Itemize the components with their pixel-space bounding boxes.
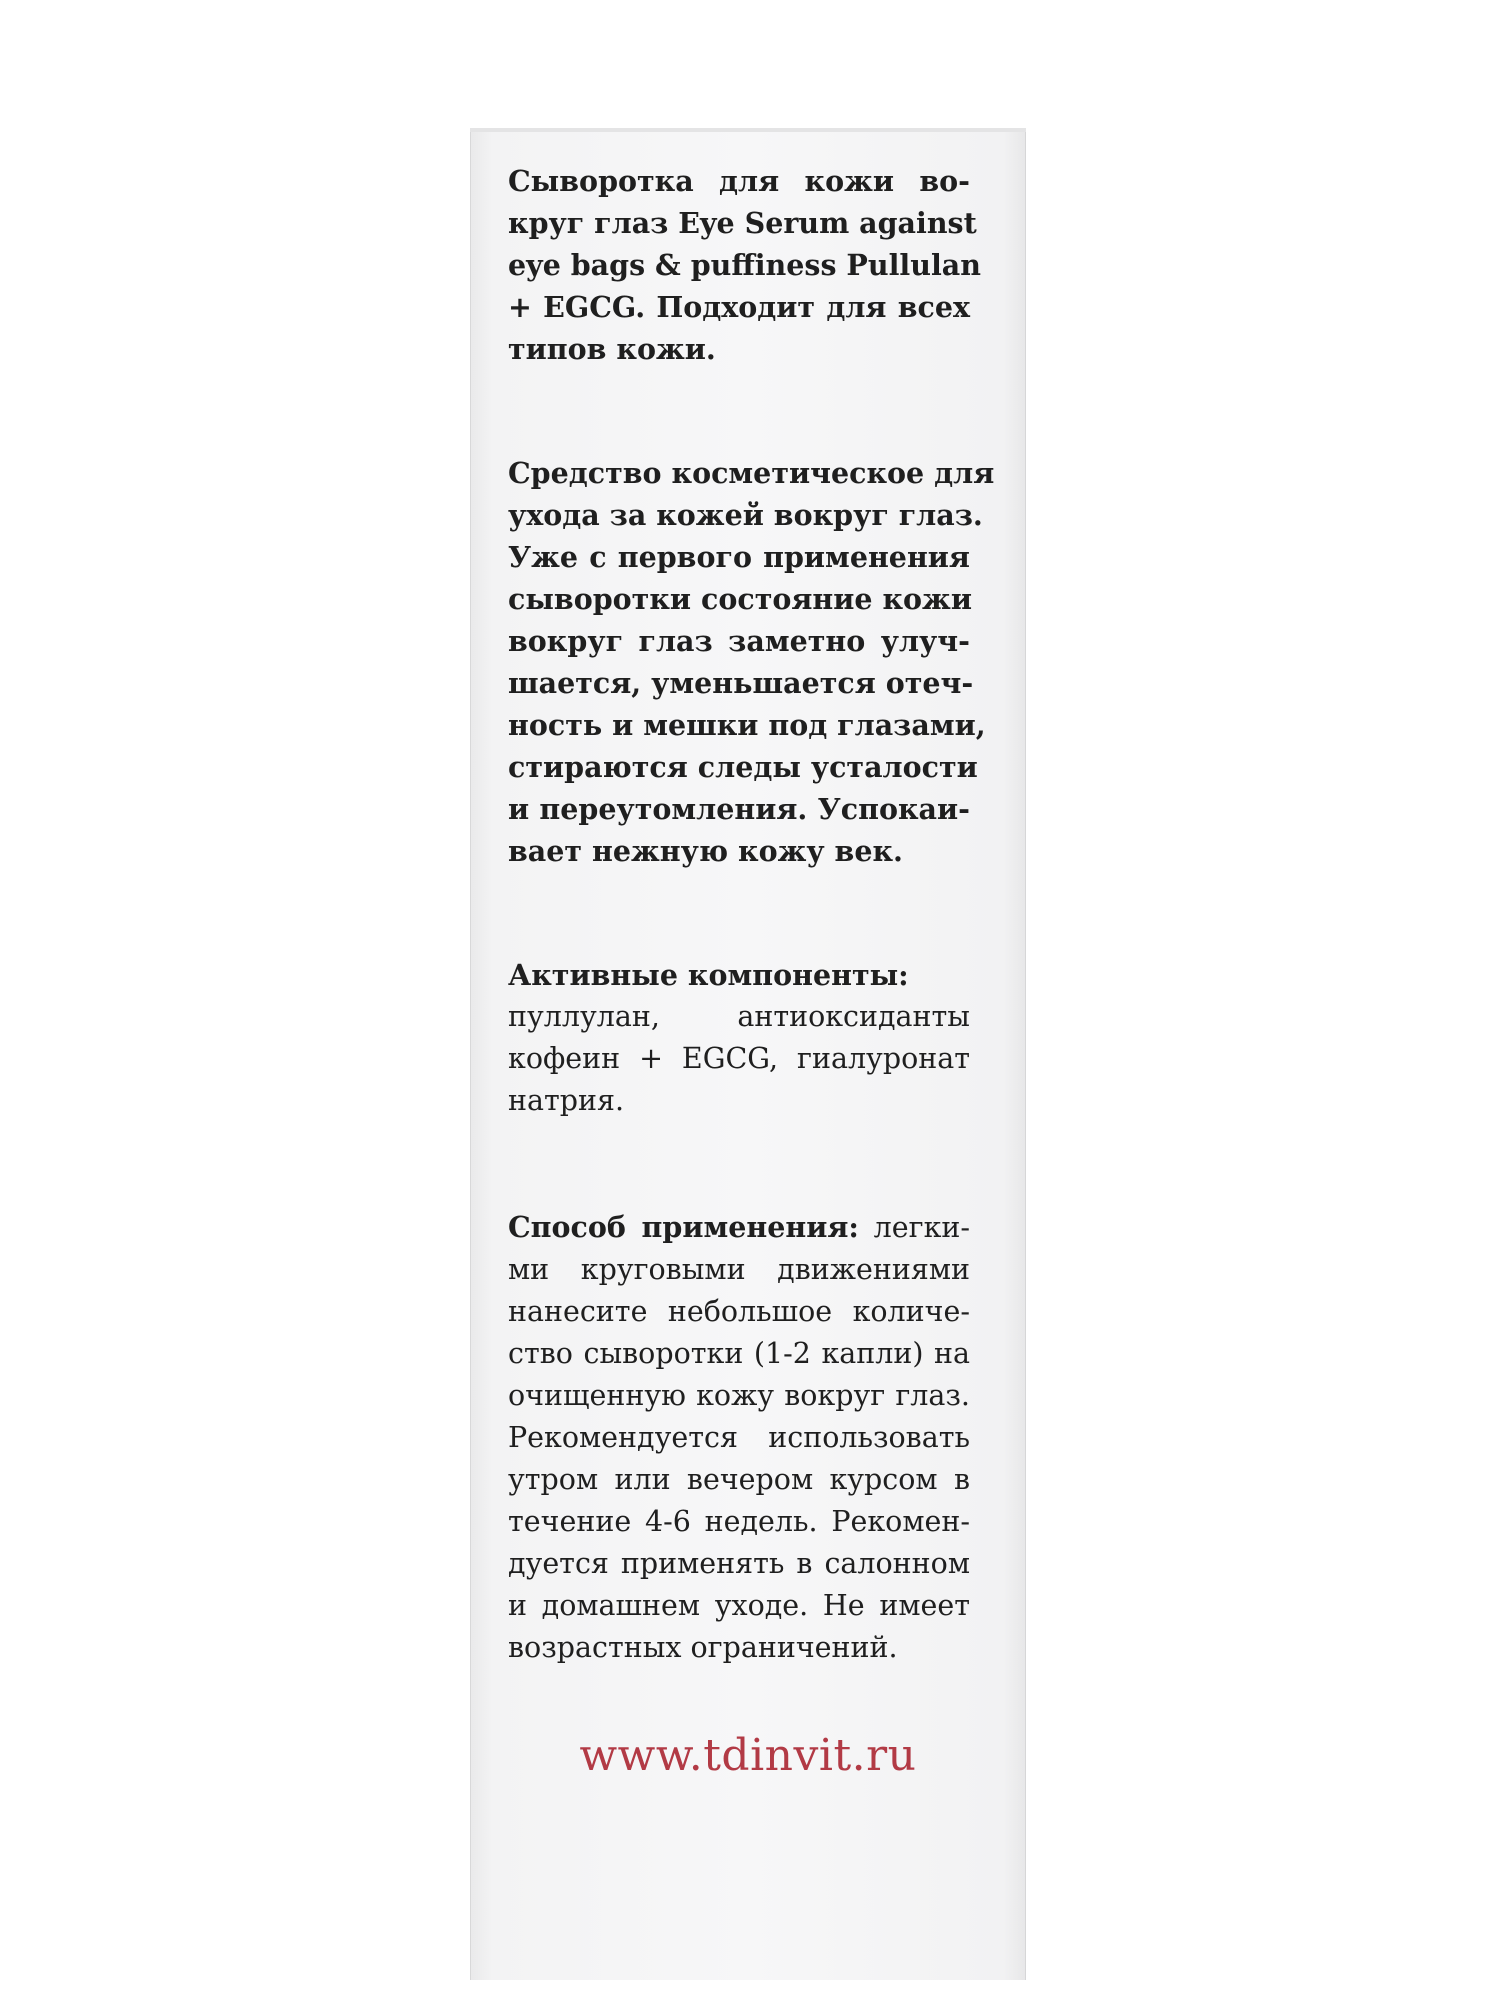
title-line: eye bags & puffiness Pullulan <box>508 248 981 282</box>
website-url: www.tdinvit.ru <box>579 1730 917 1781</box>
usage-line: возрастных ограничений. <box>508 1631 898 1664</box>
description-line: шается, уменьшается отеч- <box>508 666 974 700</box>
description-line: вает нежную кожу век. <box>508 834 903 868</box>
product-title-block <box>508 160 981 370</box>
description-line: ность и мешки под глазами, <box>508 708 986 742</box>
active-components-block <box>508 954 970 1122</box>
box-top-edge <box>470 128 1026 132</box>
description-line: стираются следы усталости <box>508 750 978 784</box>
title-line: круг глаз Eye Serum against <box>508 206 977 240</box>
active-components-line: пуллулан, антиоксиданты <box>508 1000 970 1033</box>
title-line: Сыворотка для кожи во- <box>508 164 970 198</box>
description-line: вокруг глаз заметно улуч- <box>508 624 970 658</box>
usage-line: и домашнем уходе. Не имеет <box>508 1589 970 1622</box>
usage-line: ство сыворотки (1-2 капли) на <box>508 1337 970 1370</box>
description-line: сыворотки состояние кожи <box>508 582 972 616</box>
usage-line: нанесите небольшое количе- <box>508 1295 970 1328</box>
title-line: типов кожи. <box>508 332 716 366</box>
description-line: Средство косметическое для <box>508 456 995 490</box>
usage-line: ми круговыми движениями <box>508 1253 970 1286</box>
title-line: + EGCG. Подходит для всех <box>508 290 970 324</box>
usage-first-line <box>508 1206 970 1249</box>
active-components-heading: Активные компоненты: <box>508 958 909 992</box>
usage-first-line-rest: легки- <box>858 1211 971 1244</box>
usage-line: утром или вечером курсом в <box>508 1463 970 1496</box>
usage-heading: Способ применения: <box>508 1210 859 1244</box>
active-components-line: натрия. <box>508 1084 625 1117</box>
description-line: Уже с первого применения <box>508 540 970 574</box>
usage-line: дуется применять в салонном <box>508 1547 970 1580</box>
product-description-block <box>508 452 995 872</box>
description-line: и переутомления. Успокаи- <box>508 792 970 826</box>
usage-block <box>508 1206 970 1669</box>
usage-line: Рекомендуется использовать <box>508 1421 970 1454</box>
description-line: ухода за кожей вокруг глаз. <box>508 498 983 532</box>
usage-line: течение 4-6 недель. Рекомен- <box>508 1505 970 1538</box>
usage-line: очищенную кожу вокруг глаз. <box>508 1379 970 1412</box>
active-components-line: кофеин + EGCG, гиалуронат <box>508 1042 970 1075</box>
